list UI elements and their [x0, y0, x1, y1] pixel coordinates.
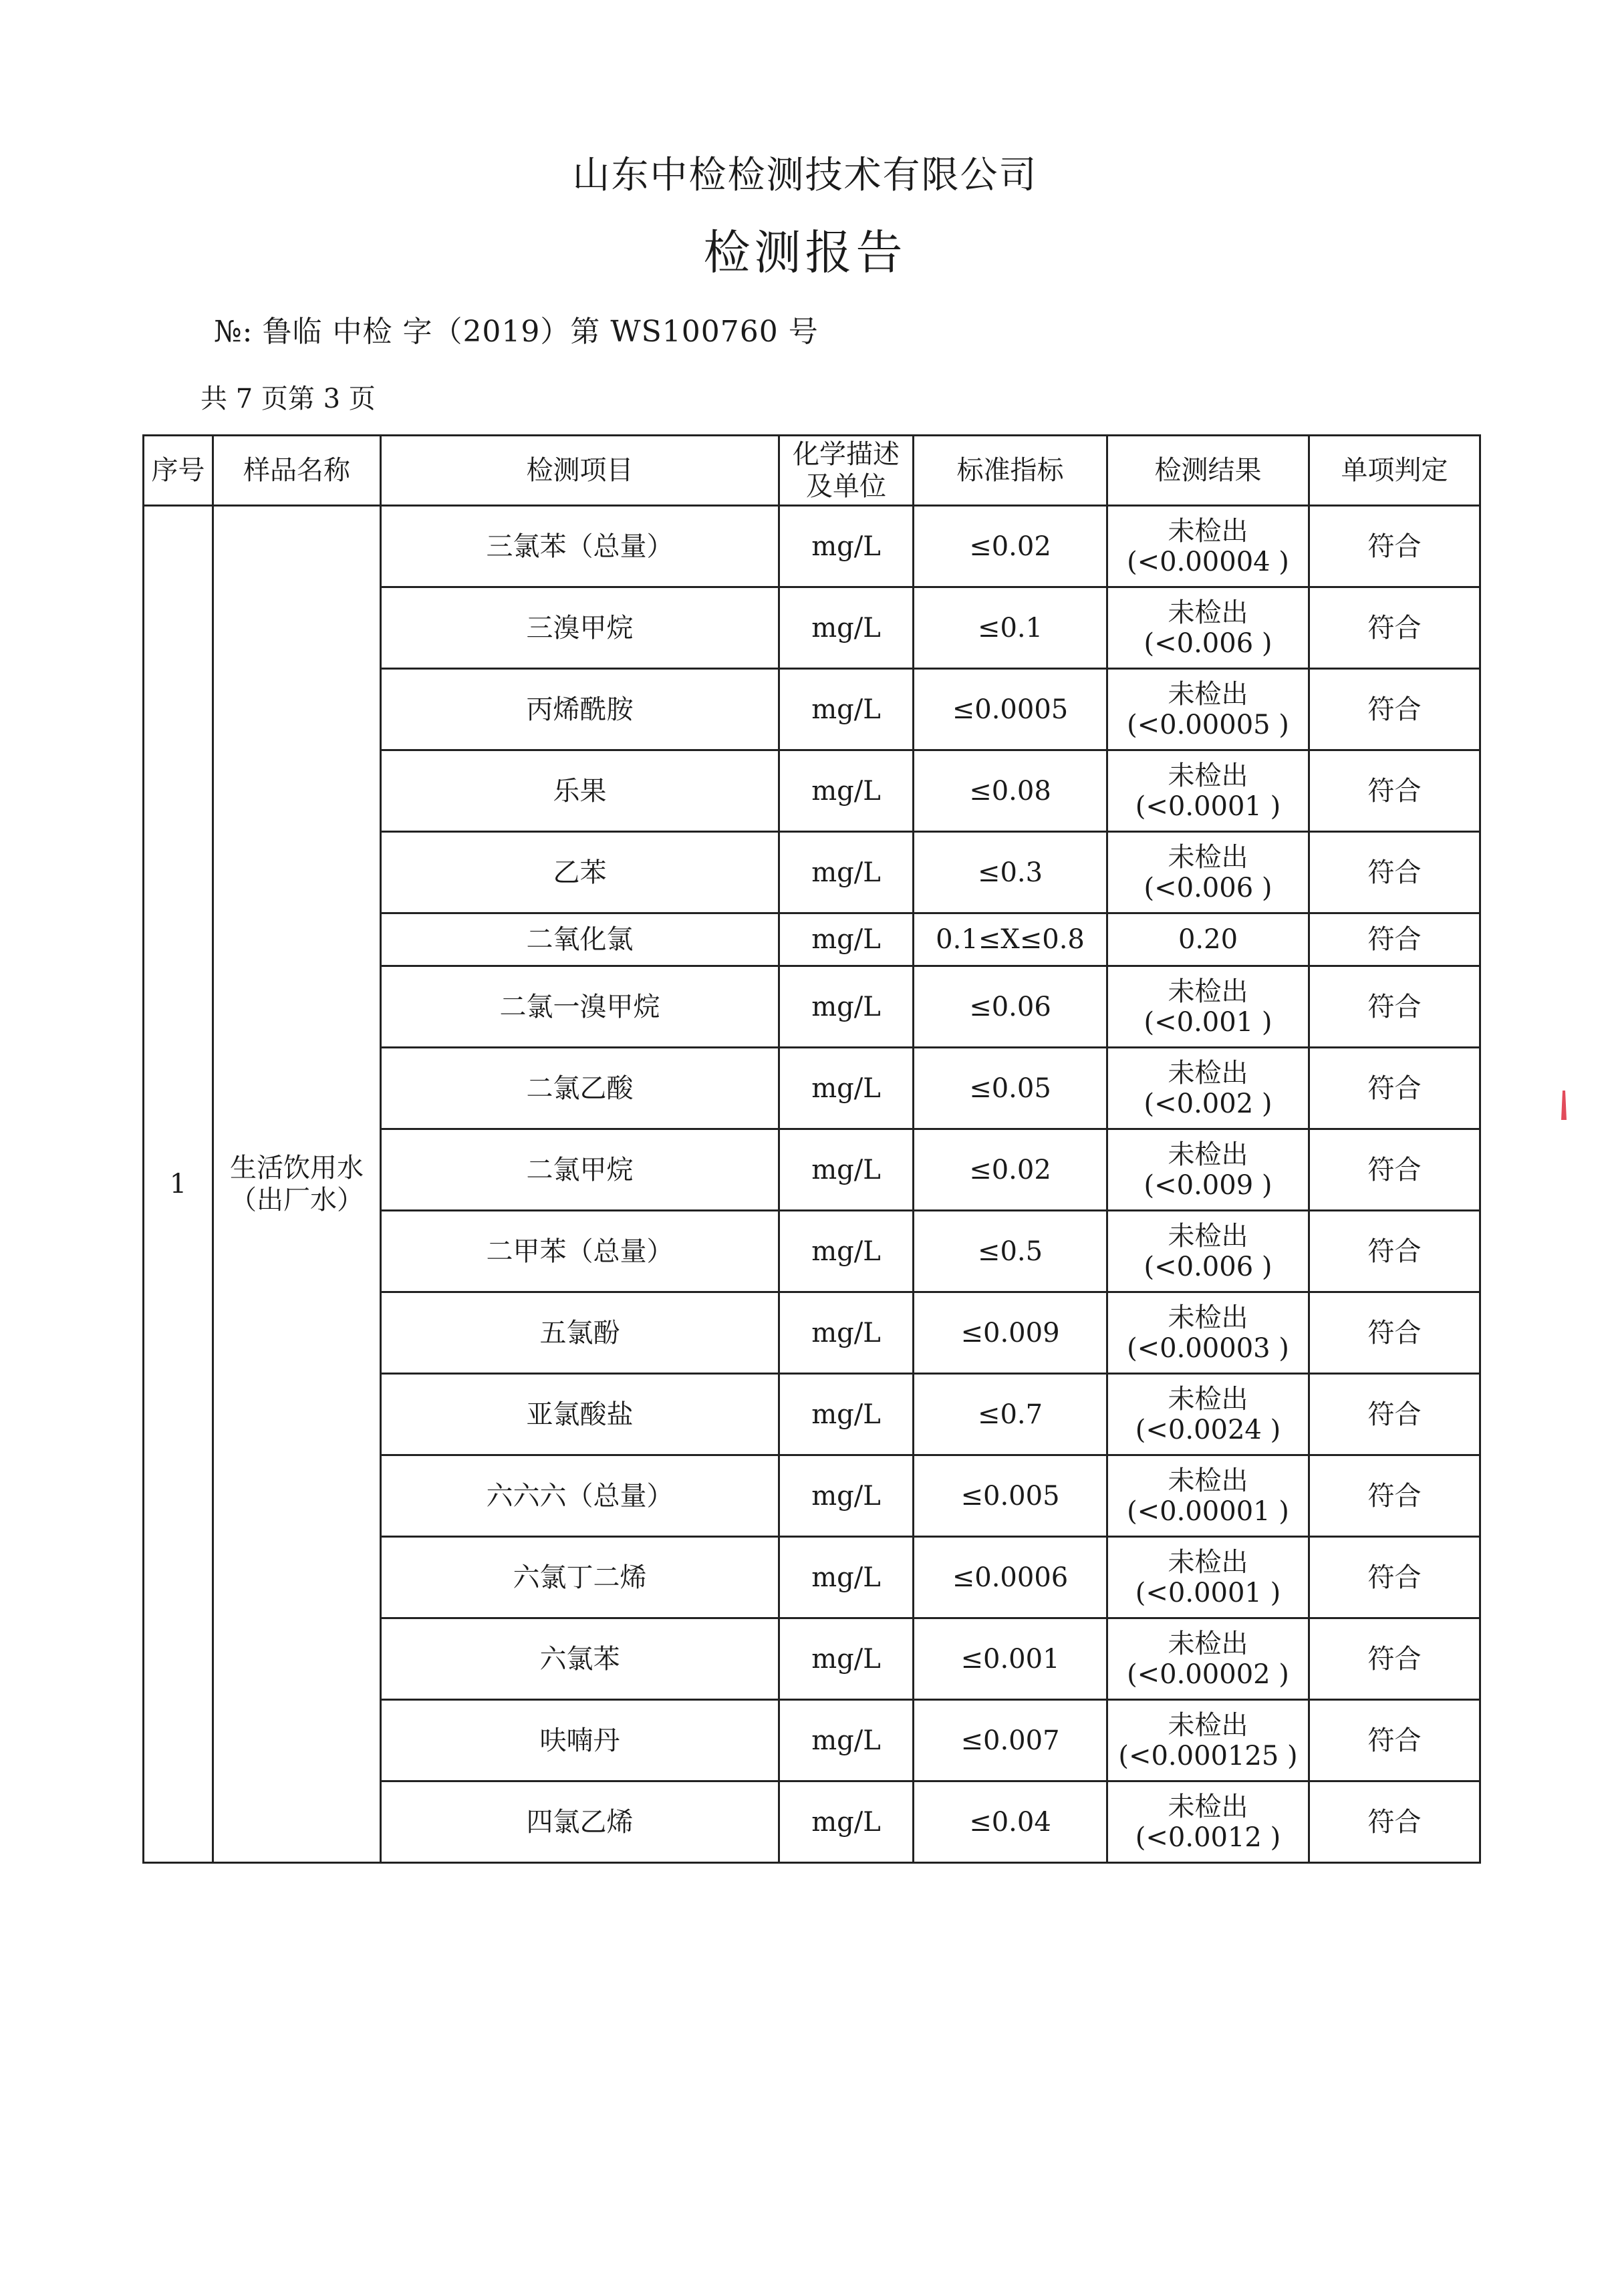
unit-cell: mg/L	[779, 506, 914, 587]
unit-cell: mg/L	[779, 1455, 914, 1537]
judge-cell: 符合	[1309, 506, 1480, 587]
item-cell: 呋喃丹	[381, 1700, 779, 1781]
judge-cell: 符合	[1309, 832, 1480, 913]
item-cell: 二氯一溴甲烷	[381, 966, 779, 1048]
unit-cell: mg/L	[779, 913, 914, 966]
result-line2: (<0.00004 )	[1127, 546, 1289, 577]
result-cell	[1107, 832, 1309, 913]
result-line1: 未检出	[1168, 1057, 1248, 1089]
result-line2: (<0.00005 )	[1127, 709, 1289, 740]
item-cell: 二氧化氯	[381, 913, 779, 966]
standard-cell: ≤0.007	[914, 1700, 1107, 1781]
sample-name-cell	[213, 506, 381, 1863]
col-header-unit	[779, 436, 914, 506]
scan-mark	[1557, 1089, 1571, 1123]
col-header-unit-line1: 化学描述	[793, 439, 900, 470]
result-line2: (<0.0001 )	[1135, 1577, 1281, 1608]
result-line2: (<0.00003 )	[1127, 1332, 1289, 1364]
judge-cell: 符合	[1309, 1374, 1480, 1455]
unit-cell: mg/L	[779, 1129, 914, 1211]
result-line1: 未检出	[1168, 976, 1248, 1007]
result-cell	[1107, 750, 1309, 832]
result-line2: (<0.0024 )	[1135, 1414, 1281, 1445]
result-line1: 未检出	[1168, 678, 1248, 710]
result-cell	[1107, 913, 1309, 966]
judge-cell: 符合	[1309, 1211, 1480, 1292]
col-header-standard: 标准指标	[914, 436, 1107, 506]
report-number-value: 鲁临 中检 字（2019）第 WS100760 号	[262, 315, 819, 349]
result-line2: (<0.006 )	[1144, 872, 1272, 903]
result-cell	[1107, 1211, 1309, 1292]
item-cell: 二氯甲烷	[381, 1129, 779, 1211]
standard-cell: ≤0.05	[914, 1048, 1107, 1129]
result-line2: (<0.001 )	[1144, 1006, 1272, 1038]
unit-cell: mg/L	[779, 1048, 914, 1129]
result-cell	[1107, 1537, 1309, 1618]
unit-cell: mg/L	[779, 669, 914, 750]
standard-cell: ≤0.5	[914, 1211, 1107, 1292]
item-cell: 六氯丁二烯	[381, 1537, 779, 1618]
result-line2: (<0.000125 )	[1118, 1740, 1298, 1771]
standard-cell: ≤0.005	[914, 1455, 1107, 1537]
report-number	[214, 307, 828, 350]
page-info: 共 7 页第 3 页	[200, 384, 376, 414]
result-cell	[1107, 506, 1309, 587]
result-cell	[1107, 587, 1309, 669]
result-line1: 未检出	[1168, 1139, 1248, 1170]
judge-cell: 符合	[1309, 1048, 1480, 1129]
result-line1: 未检出	[1168, 1709, 1248, 1741]
judge-cell: 符合	[1309, 1618, 1480, 1700]
item-cell: 乐果	[381, 750, 779, 832]
judge-cell: 符合	[1309, 750, 1480, 832]
item-cell: 丙烯酰胺	[381, 669, 779, 750]
unit-cell: mg/L	[779, 1700, 914, 1781]
result-cell	[1107, 1374, 1309, 1455]
standard-cell: ≤0.001	[914, 1618, 1107, 1700]
result-line1: 未检出	[1168, 760, 1248, 791]
unit-cell: mg/L	[779, 1618, 914, 1700]
result-line1: 未检出	[1168, 597, 1248, 628]
seq-cell: 1	[144, 506, 213, 1863]
judge-cell: 符合	[1309, 1700, 1480, 1781]
result-cell	[1107, 966, 1309, 1048]
judge-cell: 符合	[1309, 913, 1480, 966]
standard-cell: 0.1≤X≤0.8	[914, 913, 1107, 966]
result-line2: (<0.0001 )	[1135, 791, 1281, 822]
table-header-row	[144, 436, 1480, 506]
result-line1: 0.20	[1178, 924, 1238, 955]
result-cell	[1107, 1618, 1309, 1700]
unit-cell: mg/L	[779, 966, 914, 1048]
unit-cell: mg/L	[779, 1781, 914, 1863]
result-cell	[1107, 1292, 1309, 1374]
unit-cell: mg/L	[779, 832, 914, 913]
company-name: 山东中检检测技术有限公司	[572, 154, 1038, 197]
standard-cell: ≤0.02	[914, 506, 1107, 587]
item-cell: 二甲苯（总量）	[381, 1211, 779, 1292]
col-header-judge: 单项判定	[1309, 436, 1480, 506]
report-number-label: №:	[214, 315, 253, 349]
col-header-sample: 样品名称	[213, 436, 381, 506]
result-line2: (<0.00002 )	[1127, 1659, 1289, 1690]
result-cell	[1107, 669, 1309, 750]
standard-cell: ≤0.04	[914, 1781, 1107, 1863]
result-line1: 未检出	[1168, 515, 1248, 547]
col-header-unit-line2: 及单位	[806, 471, 886, 502]
judge-cell: 符合	[1309, 587, 1480, 669]
standard-cell: ≤0.02	[914, 1129, 1107, 1211]
result-line2: (<0.006 )	[1144, 627, 1272, 659]
standard-cell: ≤0.0006	[914, 1537, 1107, 1618]
result-line2: (<0.009 )	[1144, 1169, 1272, 1201]
unit-cell: mg/L	[779, 1537, 914, 1618]
result-cell	[1107, 1129, 1309, 1211]
standard-cell: ≤0.1	[914, 587, 1107, 669]
result-line2: (<0.002 )	[1144, 1088, 1272, 1119]
item-cell: 五氯酚	[381, 1292, 779, 1374]
table-row	[144, 506, 1480, 587]
standard-cell: ≤0.08	[914, 750, 1107, 832]
result-line2: (<0.006 )	[1144, 1251, 1272, 1282]
result-cell	[1107, 1455, 1309, 1537]
result-line1: 未检出	[1168, 1465, 1248, 1496]
judge-cell: 符合	[1309, 1781, 1480, 1863]
judge-cell: 符合	[1309, 1537, 1480, 1618]
sample-name-line1: 生活饮用水	[230, 1153, 364, 1183]
unit-cell: mg/L	[779, 1374, 914, 1455]
judge-cell: 符合	[1309, 1129, 1480, 1211]
result-cell	[1107, 1781, 1309, 1863]
col-header-item: 检测项目	[381, 436, 779, 506]
item-cell: 亚氯酸盐	[381, 1374, 779, 1455]
unit-cell: mg/L	[779, 1292, 914, 1374]
result-line1: 未检出	[1168, 1628, 1248, 1659]
judge-cell: 符合	[1309, 669, 1480, 750]
judge-cell: 符合	[1309, 966, 1480, 1048]
result-line1: 未检出	[1168, 1383, 1248, 1415]
item-cell: 四氯乙烯	[381, 1781, 779, 1863]
sample-name-line2: （出厂水）	[230, 1185, 364, 1215]
standard-cell: ≤0.009	[914, 1292, 1107, 1374]
judge-cell: 符合	[1309, 1292, 1480, 1374]
result-cell	[1107, 1700, 1309, 1781]
result-line2: (<0.0012 )	[1135, 1822, 1281, 1853]
unit-cell: mg/L	[779, 750, 914, 832]
results-table	[142, 434, 1481, 1864]
standard-cell: ≤0.3	[914, 832, 1107, 913]
result-line1: 未检出	[1168, 1220, 1248, 1252]
standard-cell: ≤0.0005	[914, 669, 1107, 750]
unit-cell: mg/L	[779, 587, 914, 669]
result-cell	[1107, 1048, 1309, 1129]
col-header-seq: 序号	[144, 436, 213, 506]
item-cell: 三溴甲烷	[381, 587, 779, 669]
judge-cell: 符合	[1309, 1455, 1480, 1537]
item-cell: 三氯苯（总量）	[381, 506, 779, 587]
unit-cell: mg/L	[779, 1211, 914, 1292]
col-header-result: 检测结果	[1107, 436, 1309, 506]
result-line1: 未检出	[1168, 841, 1248, 873]
item-cell: 二氯乙酸	[381, 1048, 779, 1129]
result-line2: (<0.00001 )	[1127, 1495, 1289, 1527]
result-line1: 未检出	[1168, 1791, 1248, 1822]
report-title: 检测报告	[703, 225, 907, 280]
item-cell: 乙苯	[381, 832, 779, 913]
item-cell: 六六六（总量）	[381, 1455, 779, 1537]
table-body	[144, 506, 1480, 1863]
standard-cell: ≤0.7	[914, 1374, 1107, 1455]
standard-cell: ≤0.06	[914, 966, 1107, 1048]
result-line1: 未检出	[1168, 1546, 1248, 1578]
result-line1: 未检出	[1168, 1302, 1248, 1333]
item-cell: 六氯苯	[381, 1618, 779, 1700]
